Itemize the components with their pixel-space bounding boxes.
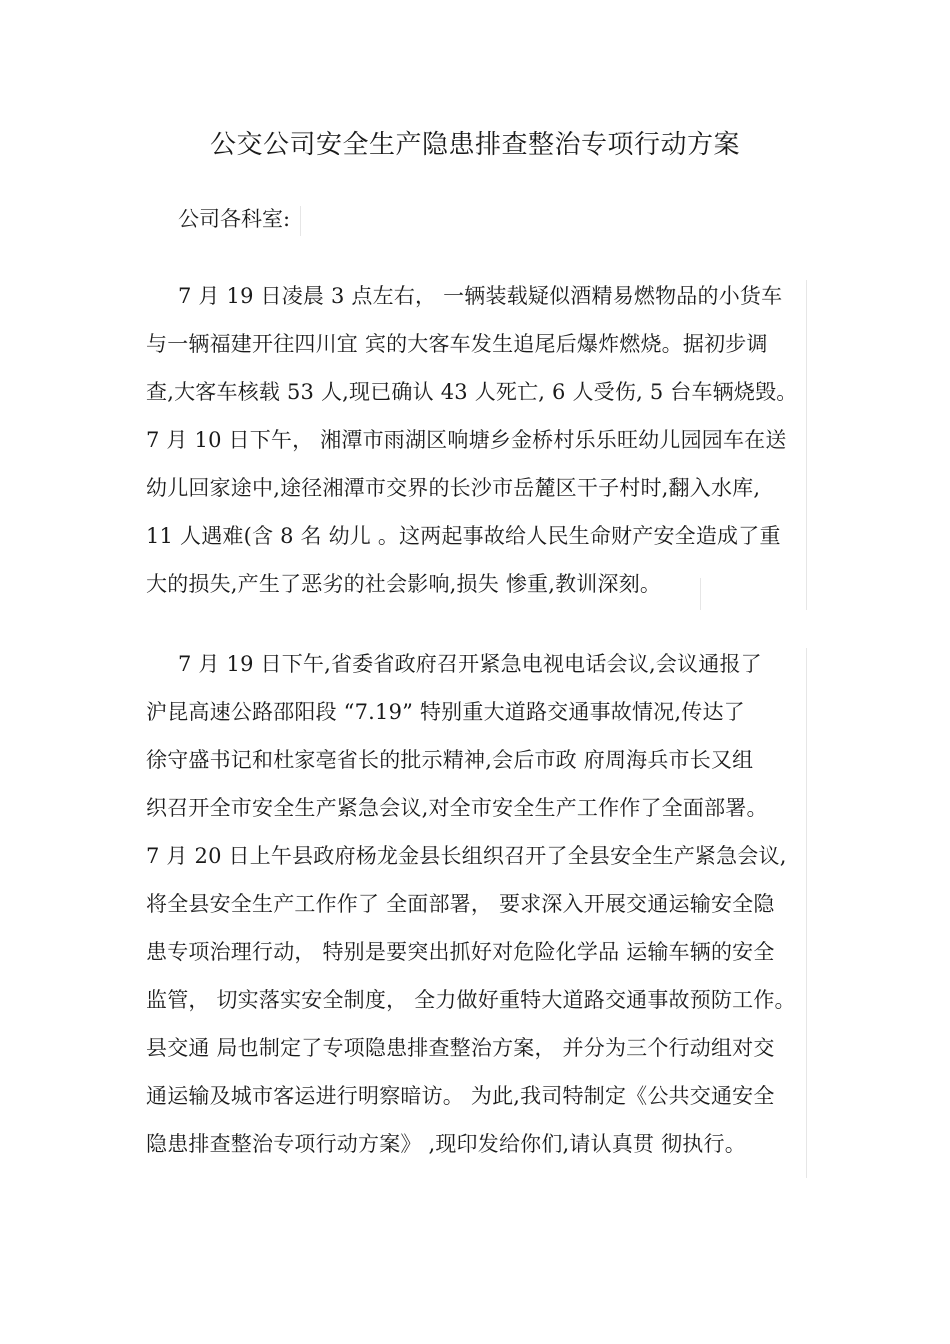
paragraph-line: 县交通 局也制定了专项隐患排查整治方案， 并分为三个行动组对交	[146, 1036, 775, 1060]
paragraph-line: 查,大客车核载 53 人,现已确认 43 人死亡, 6 人受伤, 5 台车辆烧毁。	[146, 380, 798, 404]
text-separator	[300, 206, 301, 236]
paragraph-line: 将全县安全生产工作作了 全面部署， 要求深入开展交通运输安全隐	[146, 892, 775, 916]
paragraph-line: 7 月 19 日凌晨 3 点左右， 一辆装载疑似酒精易燃物品的小货车	[178, 284, 783, 308]
paragraph-line: 7 月 20 日上午县政府杨龙金县长组织召开了全县安全生产紧急会议,	[146, 844, 787, 868]
paragraph-line: 患专项治理行动， 特别是要突出抓好对危险化学品 运输车辆的安全	[146, 940, 775, 964]
text-separator	[806, 280, 807, 610]
paragraph-line: 7 月 19 日下午,省委省政府召开紧急电视电话会议,会议通报了	[178, 652, 762, 676]
paragraph-line: 通运输及城市客运进行明察暗访。 为此,我司特制定《公共交通安全	[146, 1084, 775, 1108]
paragraph-line: 隐患排查整治专项行动方案》 ,现印发给你们,请认真贯 彻执行。	[146, 1132, 746, 1156]
text-separator	[700, 578, 701, 610]
document-title: 公交公司安全生产隐患排查整治专项行动方案	[209, 130, 740, 160]
paragraph-line: 织召开全市安全生产紧急会议,对全市安全生产工作作了全面部署。	[146, 796, 768, 820]
text-separator	[806, 648, 807, 1178]
paragraph-line: 与一辆福建开往四川宜 宾的大客车发生追尾后爆炸燃烧。据初步调	[146, 332, 768, 356]
paragraph-line: 11 人遇难(含 8 名 幼儿 。这两起事故给人民生命财产安全造成了重	[146, 524, 781, 548]
paragraph-line: 徐守盛书记和杜家亳省长的批示精神,会后市政 府周海兵市长又组	[146, 748, 754, 772]
paragraph-line: 沪昆高速公路邵阳段 “7.19” 特别重大道路交通事故情况,传达了	[146, 700, 745, 724]
paragraph-line: 7 月 10 日下午， 湘潭市雨湖区响塘乡金桥村乐乐旺幼儿园园车在送	[146, 428, 787, 452]
paragraph-line: 监管， 切实落实安全制度， 全力做好重特大道路交通事故预防工作。	[146, 988, 796, 1012]
paragraph-line: 大的损失,产生了恶劣的社会影响,损失 惨重,教训深刻。	[146, 572, 662, 596]
paragraph-1	[146, 272, 816, 608]
paragraph-line: 幼儿回家途中,途径湘潭市交界的长沙市岳麓区干子村时,翻入水库,	[146, 476, 761, 500]
salutation: 公司各科室:	[178, 207, 291, 231]
paragraph-2	[146, 640, 816, 1168]
